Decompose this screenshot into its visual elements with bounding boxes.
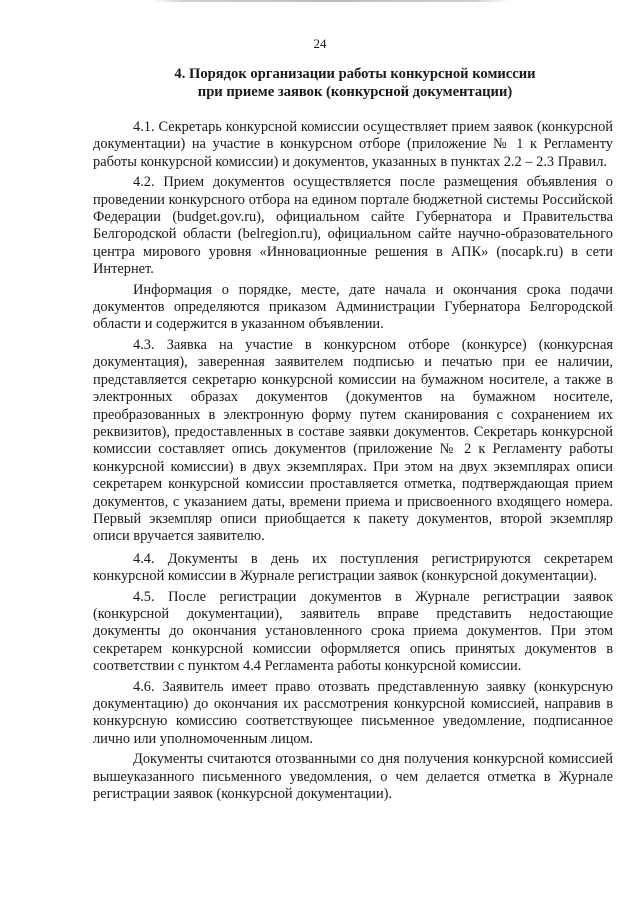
paragraph-4-4: 4.4. Документы в день их поступления регистрируются секретарем конкурсной комиссии в Журнале регистрации заявок (конкурсной документации). xyxy=(93,550,613,585)
paragraph-4-6: 4.6. Заявитель имеет право отозвать представленную заявку (конкурсную документацию) до окончания их рассмотрения конкурсной комиссией, направив в конкурсную комиссию соответствующее письменное уведомление, подписанное лично или уполномоченным лицом. xyxy=(93,678,613,747)
paragraph-4-1: 4.1. Секретарь конкурсной комиссии осуществляет прием заявок (конкурсной документации) на участие в конкурсном отборе (приложение № 1 к Регламенту работы конкурсной комиссии) и документов, указанных в пунктах 2.2 – 2.3 Правил. xyxy=(93,119,613,170)
paragraph-info: Информация о порядке, месте, дате начала и окончания срока подачи документов определяются приказом Администрации Губернатора Белгородской области и содержится в указанном объявлении. xyxy=(93,281,613,333)
scan-edge-artifact xyxy=(150,0,510,2)
paragraph-4-5: 4.5. После регистрации документов в Журнале регистрации заявок (конкурсной документации), заявитель вправе представить недостающие документы до окончания установленного срока приема документов. При этом секретарем конкурсной комиссии оформляется опись принятых документов в соответствии с пунктом 4.4 Регламента работы конкурсной комиссии. xyxy=(93,588,613,675)
section-heading xyxy=(90,65,620,101)
paragraph-4-2: 4.2. Прием документов осуществляется после размещения объявления о проведении конкурсного отбора на едином портале бюджетной системы Российской Федерации (budget.gov.ru), официальном сайте Губернатора и Правительства Белгородской области (belregion.ru), официальном сайте научно-образовательного центра мирового уровня «Инновационные решения в АПК» (nocapk.ru) в сети Интернет. xyxy=(93,174,613,278)
document-body xyxy=(93,119,613,806)
section-heading-line-1: 4. Порядок организации работы конкурсной комиссии xyxy=(174,66,536,82)
section-heading-line-2: при приеме заявок (конкурсной документации) xyxy=(197,84,513,100)
page-number: 24 xyxy=(313,36,327,51)
paragraph-4-3: 4.3. Заявка на участие в конкурсном отборе (конкурсе) (конкурсная документация), заверенная заявителем подписью и печатью при ее наличии, представляется секретарю конкурсной комиссии на бумажном носителе, а также в электронных образах документов (документов на бумажном носителе, преобразованных в электронную форму путем сканирования с сохранением их реквизитов), предоставленных в составе заявки документов. Секретарь конкурсной комиссии составляет опись документов (приложение № 2 к Регламенту работы конкурсной комиссии) в двух экземплярах. При этом на двух экземплярах описи секретарем конкурсной комиссии проставляется отметка, подтверждающая прием документов, с указанием даты, времени приема и присвоенного входящего номера. Первый экземпляр описи приобщается к пакету документов, второй экземпляр описи вручается заявителю. xyxy=(93,336,613,545)
paragraph-withdrawal: Документы считаются отозванными со дня получения конкурсной комиссией вышеуказанного письменного уведомления, о чем делается отметка в Журнале регистрации заявок (конкурсной документации). xyxy=(93,751,613,803)
